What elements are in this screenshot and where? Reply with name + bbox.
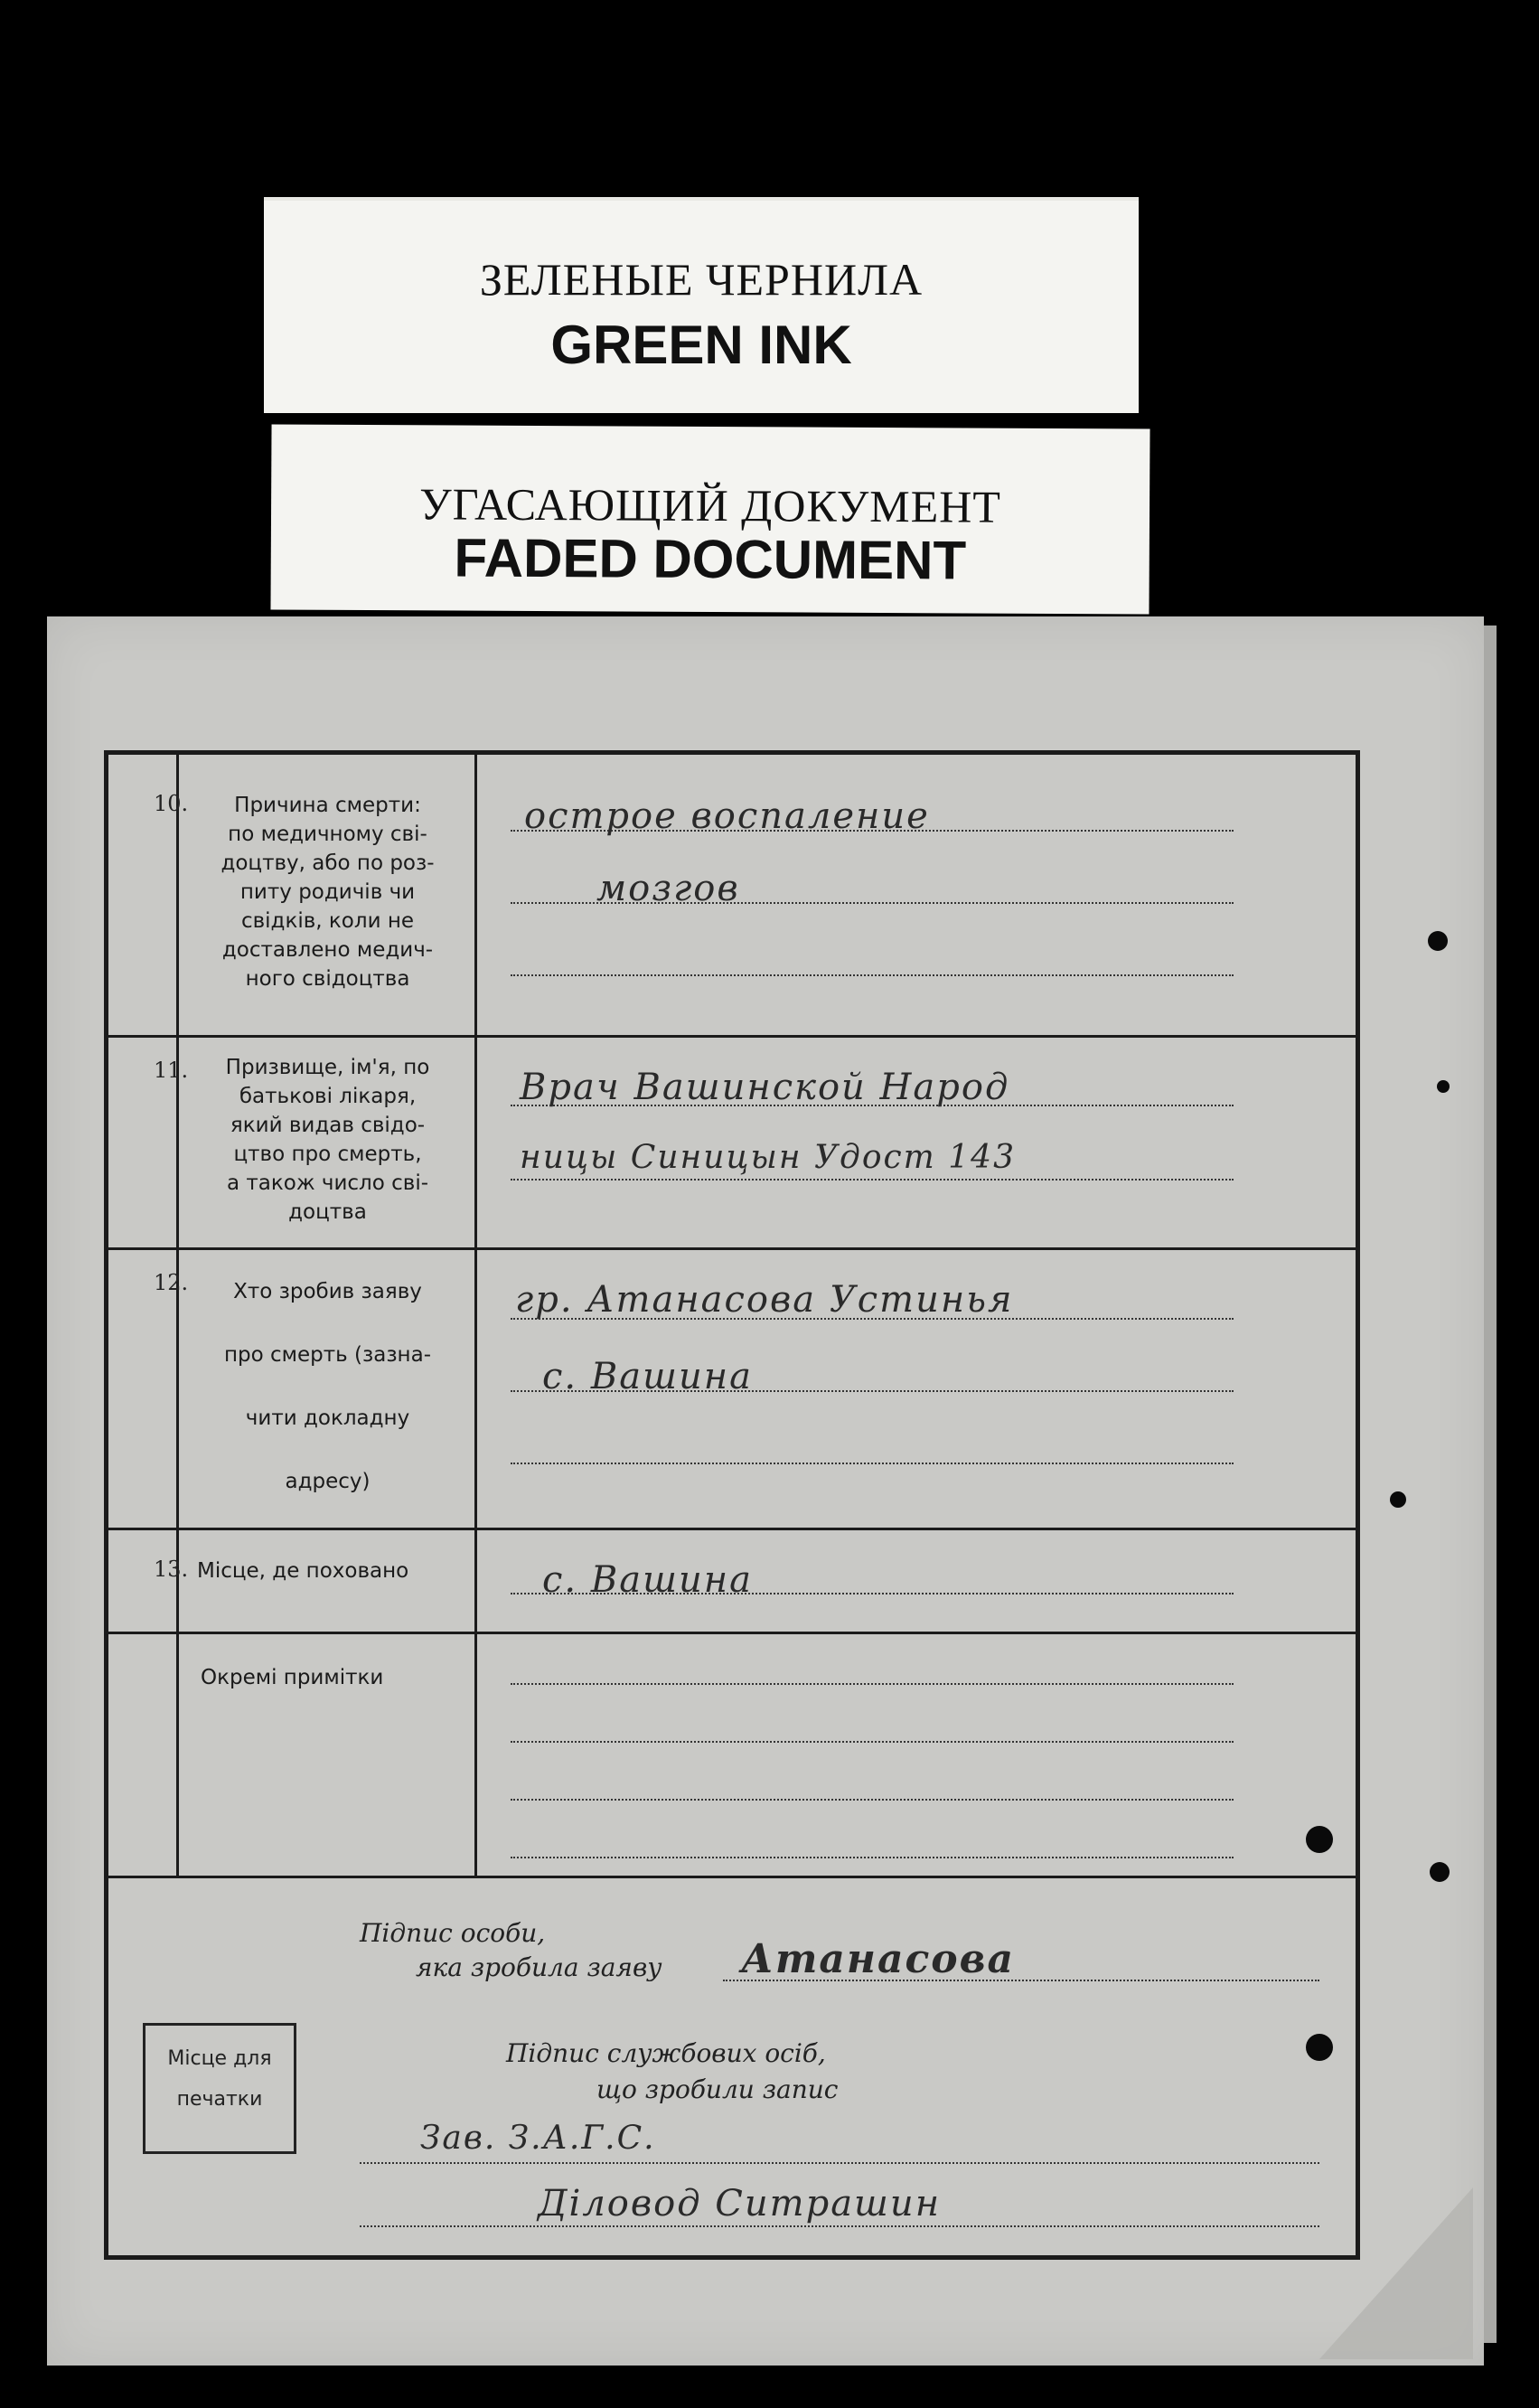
row-divider xyxy=(108,1876,1356,1878)
officials-signature-caption-2: що зробили запис xyxy=(596,2074,839,2104)
officials-signature-caption-1: Підпис службових осіб, xyxy=(506,2038,826,2068)
burial-entry: с. Вашина xyxy=(542,1559,753,1601)
official-line-1: Зав. З.А.Г.С. xyxy=(420,2120,656,2157)
punch-hole xyxy=(1390,1491,1406,1508)
cause-entry-2: мозгов xyxy=(596,868,740,909)
entry-line xyxy=(511,1593,1234,1594)
declarant-entry-1: гр. Атанасова Устинья xyxy=(515,1279,1014,1321)
signature-line xyxy=(360,2225,1319,2227)
stamp-place-line-2: печатки xyxy=(176,2088,263,2111)
official-line-2: Діловод Ситрашин xyxy=(538,2183,942,2225)
declarant-signature-caption-2: яка зробила заяву xyxy=(416,1952,662,1982)
row-divider xyxy=(108,1035,1356,1038)
label-column-divider xyxy=(474,755,477,1876)
row-label-cause-of-death: Причина смерти: по медичному сві- доцтву, або по роз- питу родичів чи свідків, коли не доставлено медич- ного свідоцтва xyxy=(221,794,435,991)
entry-line xyxy=(511,1463,1234,1464)
row-number: 13. xyxy=(154,1557,189,1582)
green-ink-label xyxy=(264,201,1139,413)
declarant-entry-2: с. Вашина xyxy=(542,1356,753,1397)
row-number: 11. xyxy=(154,1058,189,1083)
row-divider xyxy=(108,1632,1356,1634)
declarant-signature: Атанасова xyxy=(741,1936,1016,1982)
faded-document-label-ru: УГАСАЮЩИЙ ДОКУМЕНТ xyxy=(419,478,1002,532)
stamp-place-line-1: Місце для xyxy=(167,2047,272,2070)
row-label-declarant: Хто зробив заяву про смерть (зазна- чити докладну адресу) xyxy=(224,1280,431,1493)
punch-hole xyxy=(1306,2034,1333,2061)
row-number: 12. xyxy=(154,1270,189,1295)
entry-line xyxy=(511,1105,1234,1106)
green-ink-label-en: GREEN INK xyxy=(550,315,852,375)
entry-line xyxy=(511,974,1234,976)
stamp-place-box xyxy=(143,2023,296,2154)
punch-hole xyxy=(1428,931,1448,951)
entry-line xyxy=(511,1179,1234,1180)
declarant-signature-caption-1: Підпис особи, xyxy=(360,1918,546,1948)
row-number: 10. xyxy=(154,791,189,816)
entry-line xyxy=(511,830,1234,832)
faded-document-label-en: FADED DOCUMENT xyxy=(454,527,967,591)
entry-line xyxy=(511,1683,1234,1685)
row-divider xyxy=(108,1247,1356,1250)
punch-hole xyxy=(1437,1080,1450,1093)
punch-hole xyxy=(1430,1862,1450,1882)
entry-line xyxy=(511,1741,1234,1743)
row-label-burial-place: Місце, де поховано xyxy=(197,1559,409,1583)
punch-hole xyxy=(1306,1826,1333,1853)
doctor-entry-2: ницы Синицын Удост 143 xyxy=(520,1139,1016,1176)
entry-line xyxy=(511,902,1234,904)
row-divider xyxy=(108,1528,1356,1530)
cause-entry-1: острое воспаление xyxy=(524,795,930,837)
entry-line xyxy=(511,1318,1234,1320)
entry-line xyxy=(511,1799,1234,1801)
row-label-notes: Окремі примітки xyxy=(201,1666,384,1689)
number-column-divider xyxy=(176,755,179,1876)
row-label-doctor: Призвище, ім'я, по батькові лікаря, який видав свідо- цтво про смерть, а також число сві- доцтва xyxy=(225,1056,430,1224)
green-ink-label-ru: ЗЕЛЕНЫЕ ЧЕРНИЛА xyxy=(479,254,924,305)
signature-line xyxy=(723,1980,1319,1981)
signature-line xyxy=(360,2162,1319,2164)
doctor-entry-1: Врач Вашинской Народ xyxy=(520,1067,1010,1108)
entry-line xyxy=(511,1857,1234,1858)
faded-document-label xyxy=(270,424,1150,614)
entry-line xyxy=(511,1390,1234,1392)
